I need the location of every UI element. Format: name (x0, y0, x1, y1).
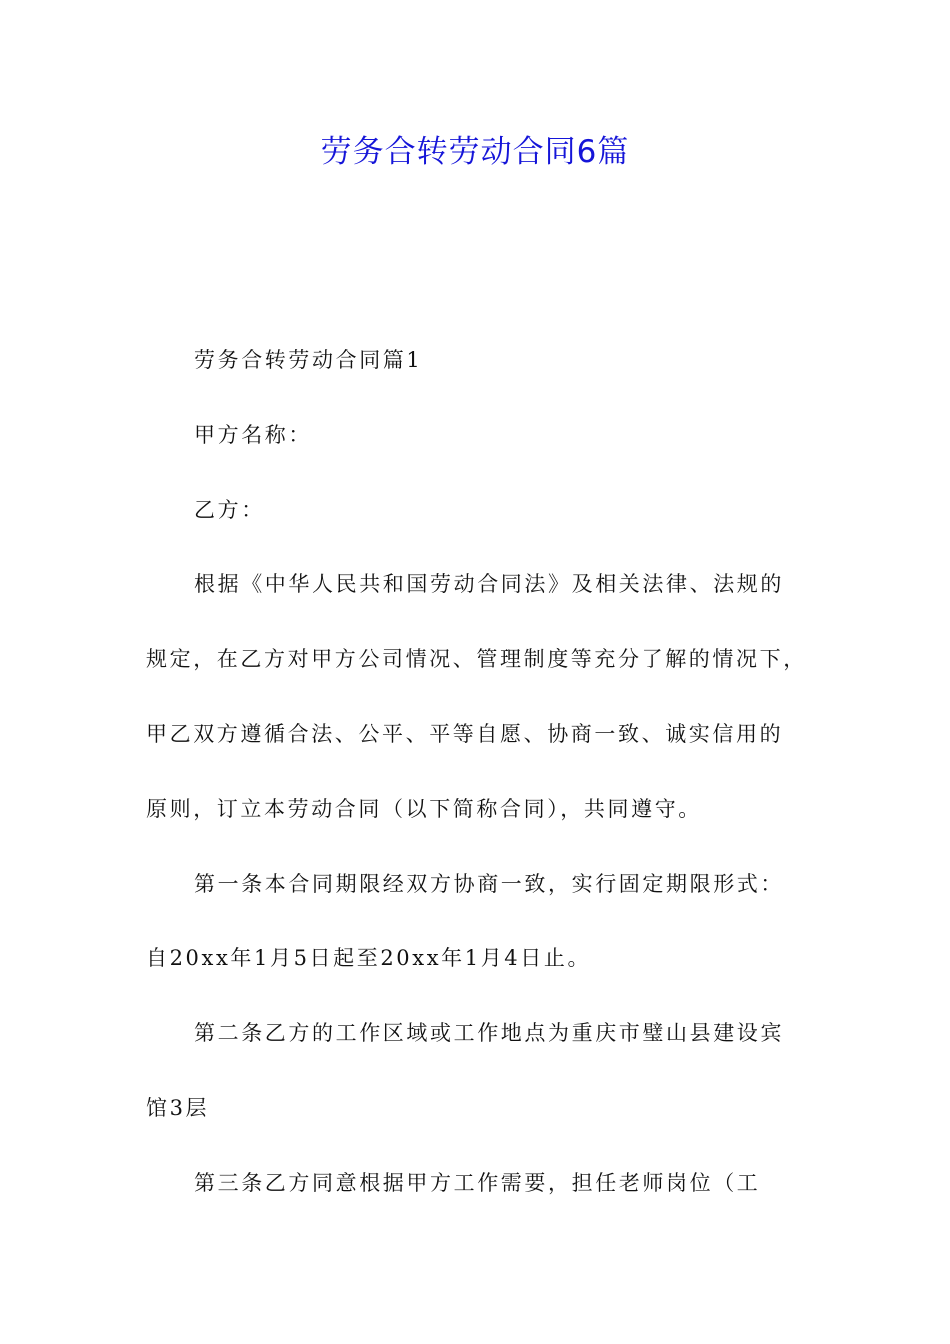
paragraph-line: 规定，在乙方对甲方公司情况、管理制度等充分了解的情况下， (146, 647, 807, 671)
document-title: 劳务合转劳动合同6篇 (320, 134, 630, 170)
paragraph-line: 根据《中华人民共和国劳动合同法》及相关法律、法规的 (194, 572, 784, 596)
article-1-line: 自20xx年1月5日起至20xx年1月4日止。 (146, 946, 592, 970)
section-heading: 劳务合转劳动合同篇1 (194, 348, 423, 372)
paragraph-line: 甲乙双方遵循合法、公平、平等自愿、协商一致、诚实信用的 (146, 722, 784, 746)
article-3-line: 第三条乙方同意根据甲方工作需要，担任老师岗位（工 (194, 1171, 761, 1195)
article-2-line: 馆3层 (146, 1096, 210, 1120)
party-b-label: 乙方： (194, 498, 265, 522)
party-a-label: 甲方名称： (194, 423, 312, 447)
article-1-line: 第一条本合同期限经双方协商一致，实行固定期限形式： (194, 872, 784, 896)
paragraph-line: 原则，订立本劳动合同（以下简称合同），共同遵守。 (146, 797, 702, 821)
article-2-line: 第二条乙方的工作区域或工作地点为重庆市璧山县建设宾 (194, 1021, 784, 1045)
